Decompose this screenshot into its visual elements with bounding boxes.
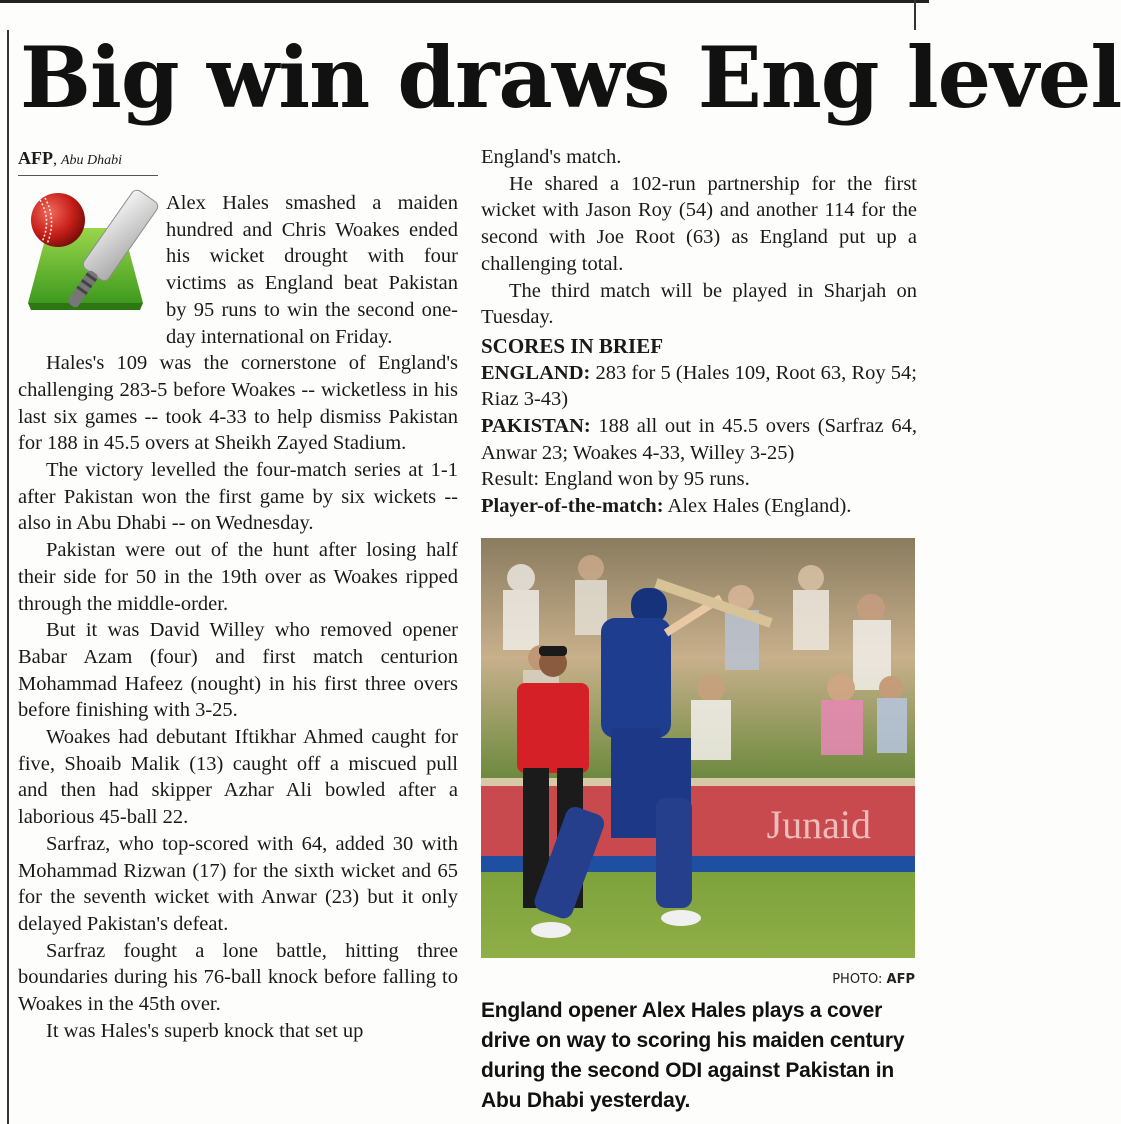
scores-pakistan (481, 413, 917, 466)
paragraph: Hales's 109 was the cornerstone of England's challenging 283-5 before Woakes -- wicketless in his last six games -- took 4-33 to help dismiss Pakistan for 188 in 45.5 overs at Sheikh Zayed Stadium. (18, 352, 458, 455)
photo-credit (832, 972, 915, 987)
right-column (481, 144, 917, 520)
potm-text: Alex Hales (England). (663, 495, 852, 518)
scores-pakistan-label: PAKISTAN: (481, 415, 591, 438)
photo-caption: England opener Alex Hales plays a cover drive on way to scoring his maiden century during the second ODI against Pakistan in Abu Dhabi yesterday. (481, 999, 905, 1112)
byline-agency: AFP (18, 148, 53, 168)
potm-label: Player-of-the-match: (481, 495, 664, 518)
paragraph: But it was David Willey who removed opener Babar Azam (four) and first match centurion Mohammad Hafeez (nought) in his first three overs before finishing with 3-25. (18, 619, 458, 722)
paragraph-continued: England's match. (481, 146, 622, 168)
paragraph: The third match will be played in Sharjah on Tuesday. (481, 279, 917, 329)
paragraph: Sarfraz fought a lone battle, hitting three boundaries during his 76-ball knock before falling to Woakes in the 45th over. (18, 939, 458, 1016)
scores-england (481, 360, 917, 413)
scores-heading: SCORES IN BRIEF (481, 333, 664, 358)
photo-credit-agency: AFP (886, 972, 915, 987)
scores-pakistan-text: 188 all out in 45.5 overs (Sarfraz 64, Anwar 23; Woakes 4-33, Willey 3-25) (481, 415, 917, 464)
paragraph: Sarfraz, who top-scored with 64, added 30 with Mohammad Rizwan (17) for the sixth wicket and 65 for the seventh wicket with Anwar (23) but it only delayed Pakistan's defeat. (18, 832, 458, 935)
paragraph-lead: Alex Hales smashed a maiden hundred and Chris Woakes ended his wicket drought with four victims as England beat Pakistan by 95 runs to win the second one-day international on Friday. (166, 192, 458, 348)
scores-result: Result: England won by 95 runs. (481, 468, 750, 491)
byline: AFP, Abu Dhabi (18, 146, 158, 176)
headline: Big win draws Eng level (20, 28, 1121, 127)
paragraph: Pakistan were out of the hunt after losing half their side for 50 in the 19th over as Woakes ripped through the middle-order. (18, 539, 458, 615)
match-photo (481, 538, 915, 958)
paragraph: Woakes had debutant Iftikhar Ahmed caught for five, Shoaib Malik (13) caught off a miscued pull and then had skipper Azhar Ali bowled after a laborious 45-ball 22. (18, 726, 458, 829)
byline-location: Abu Dhabi (61, 153, 123, 168)
photo-credit-label: PHOTO: (832, 972, 883, 987)
column-rule-left (7, 30, 9, 1124)
top-rule (0, 0, 929, 3)
scores-england-label: ENGLAND: (481, 361, 591, 384)
scores-england-text: 283 for 5 (Hales 109, Root 63, Roy 54; Riaz 3-43) (481, 361, 917, 411)
paragraph: He shared a 102-run partnership for the first wicket with Jason Roy (54) and another 114 for the second with Joe Root (63) as England put up a challenging total. (481, 172, 917, 275)
left-column (18, 146, 458, 1045)
scores-player-of-the-match (481, 493, 917, 520)
banner-text: Junaid (766, 802, 871, 847)
paragraph: It was Hales's superb knock that set up (46, 1019, 364, 1042)
paragraph: The victory levelled the four-match series at 1-1 after Pakistan won the first game by six wickets -- also in Abu Dhabi -- on Wednesday. (18, 459, 458, 535)
cricket-ball-and-bat-icon (18, 188, 156, 328)
